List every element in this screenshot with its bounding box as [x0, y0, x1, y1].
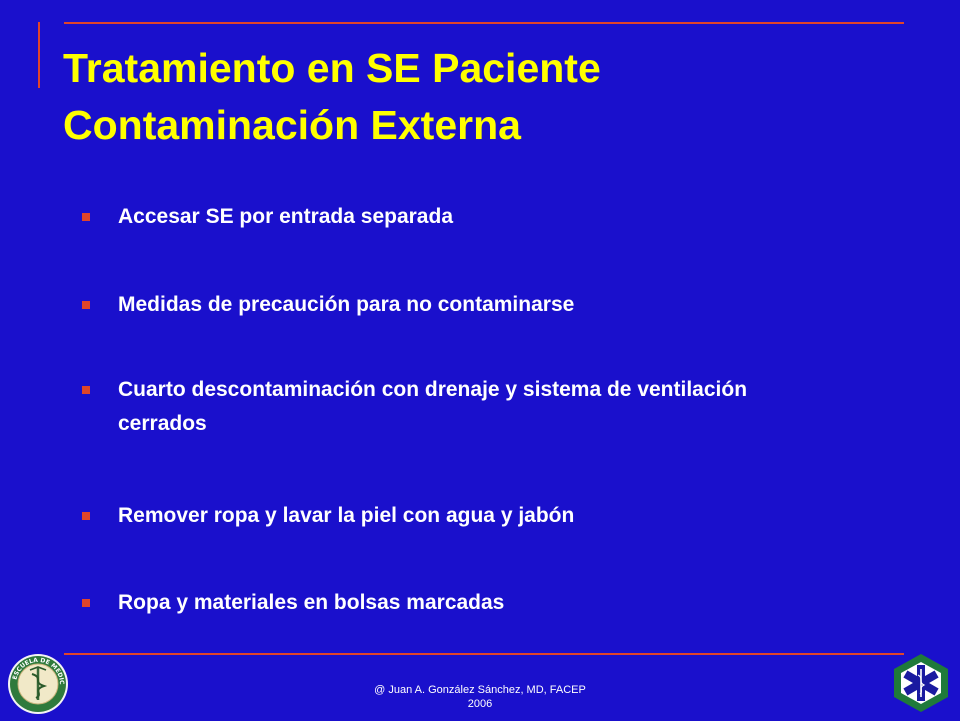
bullet-text: Remover ropa y lavar la piel con agua y jabón	[118, 504, 575, 527]
bullet-square-icon	[82, 386, 90, 394]
title-line-1: Tratamiento en SE Paciente	[63, 45, 601, 91]
bullet-text: Accesar SE por entrada separada	[118, 205, 453, 228]
bullet-square-icon	[82, 512, 90, 520]
footer-credit: @ Juan A. González Sánchez, MD, FACEP	[374, 684, 586, 696]
bottom-rule	[64, 653, 904, 655]
star-of-life-icon	[888, 652, 954, 714]
bullet-text: Cuarto descontaminación con drenaje y sistema de ventilación cerrados	[118, 378, 748, 435]
bullet-square-icon	[82, 301, 90, 309]
title-line-2: Contaminación Externa	[63, 102, 521, 148]
footer	[300, 683, 660, 711]
seal-icon	[6, 650, 70, 716]
bullet-square-icon	[82, 599, 90, 607]
bullet-text: Ropa y materiales en bolsas marcadas	[118, 591, 505, 614]
school-seal-logo	[6, 650, 70, 716]
seal-text: ESCUELA DE MEDIC	[11, 656, 66, 685]
bullet-text: Medidas de precaución para no contaminarse	[118, 293, 575, 316]
footer-year: 2006	[467, 698, 493, 710]
bullet-square-icon	[82, 213, 90, 221]
star-of-life-logo	[888, 652, 954, 714]
